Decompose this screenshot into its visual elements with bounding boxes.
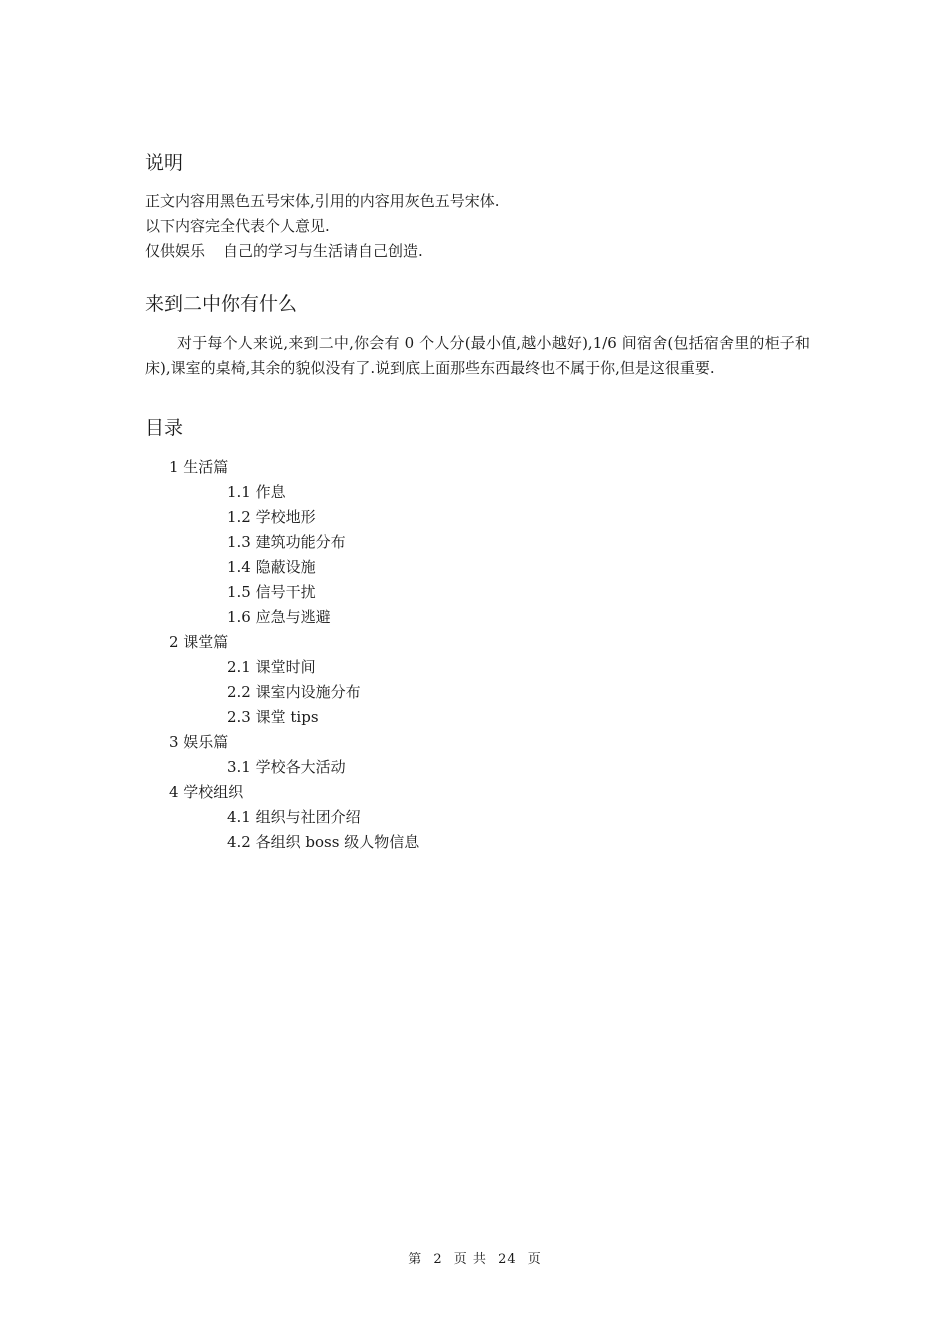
intro-block [145, 331, 810, 381]
toc-section-item: 2.2 课室内设施分布 [227, 683, 361, 701]
toc-section-item: 1.4 隐蔽设施 [227, 558, 316, 576]
page-footer [0, 1248, 950, 1267]
note-block [145, 189, 810, 264]
note-line [145, 239, 810, 264]
toc-section-item: 1.5 信号干扰 [227, 583, 316, 601]
note-line-part: 仅供娱乐 [145, 242, 206, 260]
note-line-part: 自己的学习与生活请自己创造. [223, 242, 423, 260]
toc-section-item: 3.1 学校各大活动 [227, 758, 346, 776]
note-line: 以下内容完全代表个人意见. [145, 217, 330, 235]
note-line: 正文内容用黑色五号宋体,引用的内容用灰色五号宋体. [145, 192, 500, 210]
toc-section-item: 1.1 作息 [227, 483, 286, 501]
footer-middle: 页 共 [453, 1252, 487, 1267]
footer-total-pages: 24 [498, 1252, 517, 1267]
toc-section-item: 1.3 建筑功能分布 [227, 533, 346, 551]
intro-paragraph: 对于每个人来说,来到二中,你会有 0 个人分(最小值,越小越好),1/6 间宿舍(包括宿舍里的柜子和床),课室的桌椅,其余的貌似没有了.说到底上面那些东西最终也不属于你,但是这很重要. [145, 334, 810, 377]
footer-current-page: 2 [433, 1252, 443, 1267]
toc-heading: 目录 [145, 417, 184, 439]
toc-list [145, 455, 810, 855]
footer-suffix: 页 [527, 1252, 542, 1267]
toc-section-item: 2.1 课堂时间 [227, 658, 316, 676]
toc-chapter-item: 1 生活篇 [169, 458, 229, 476]
intro-heading: 来到二中你有什么 [145, 293, 298, 315]
toc-section-item: 1.2 学校地形 [227, 508, 316, 526]
toc-section-item: 4.1 组织与社团介绍 [227, 808, 361, 826]
toc-section-item: 1.6 应急与逃避 [227, 608, 331, 626]
toc-chapter-item: 3 娱乐篇 [169, 733, 229, 751]
toc-chapter-item: 2 课堂篇 [169, 633, 229, 651]
footer-prefix: 第 [408, 1252, 423, 1267]
toc-section-item: 4.2 各组织 boss 级人物信息 [227, 833, 420, 851]
note-heading: 说明 [145, 152, 184, 174]
toc-chapter-item: 4 学校组织 [169, 783, 244, 801]
toc-section-item: 2.3 课堂 tips [227, 708, 319, 726]
page-content [145, 150, 810, 855]
